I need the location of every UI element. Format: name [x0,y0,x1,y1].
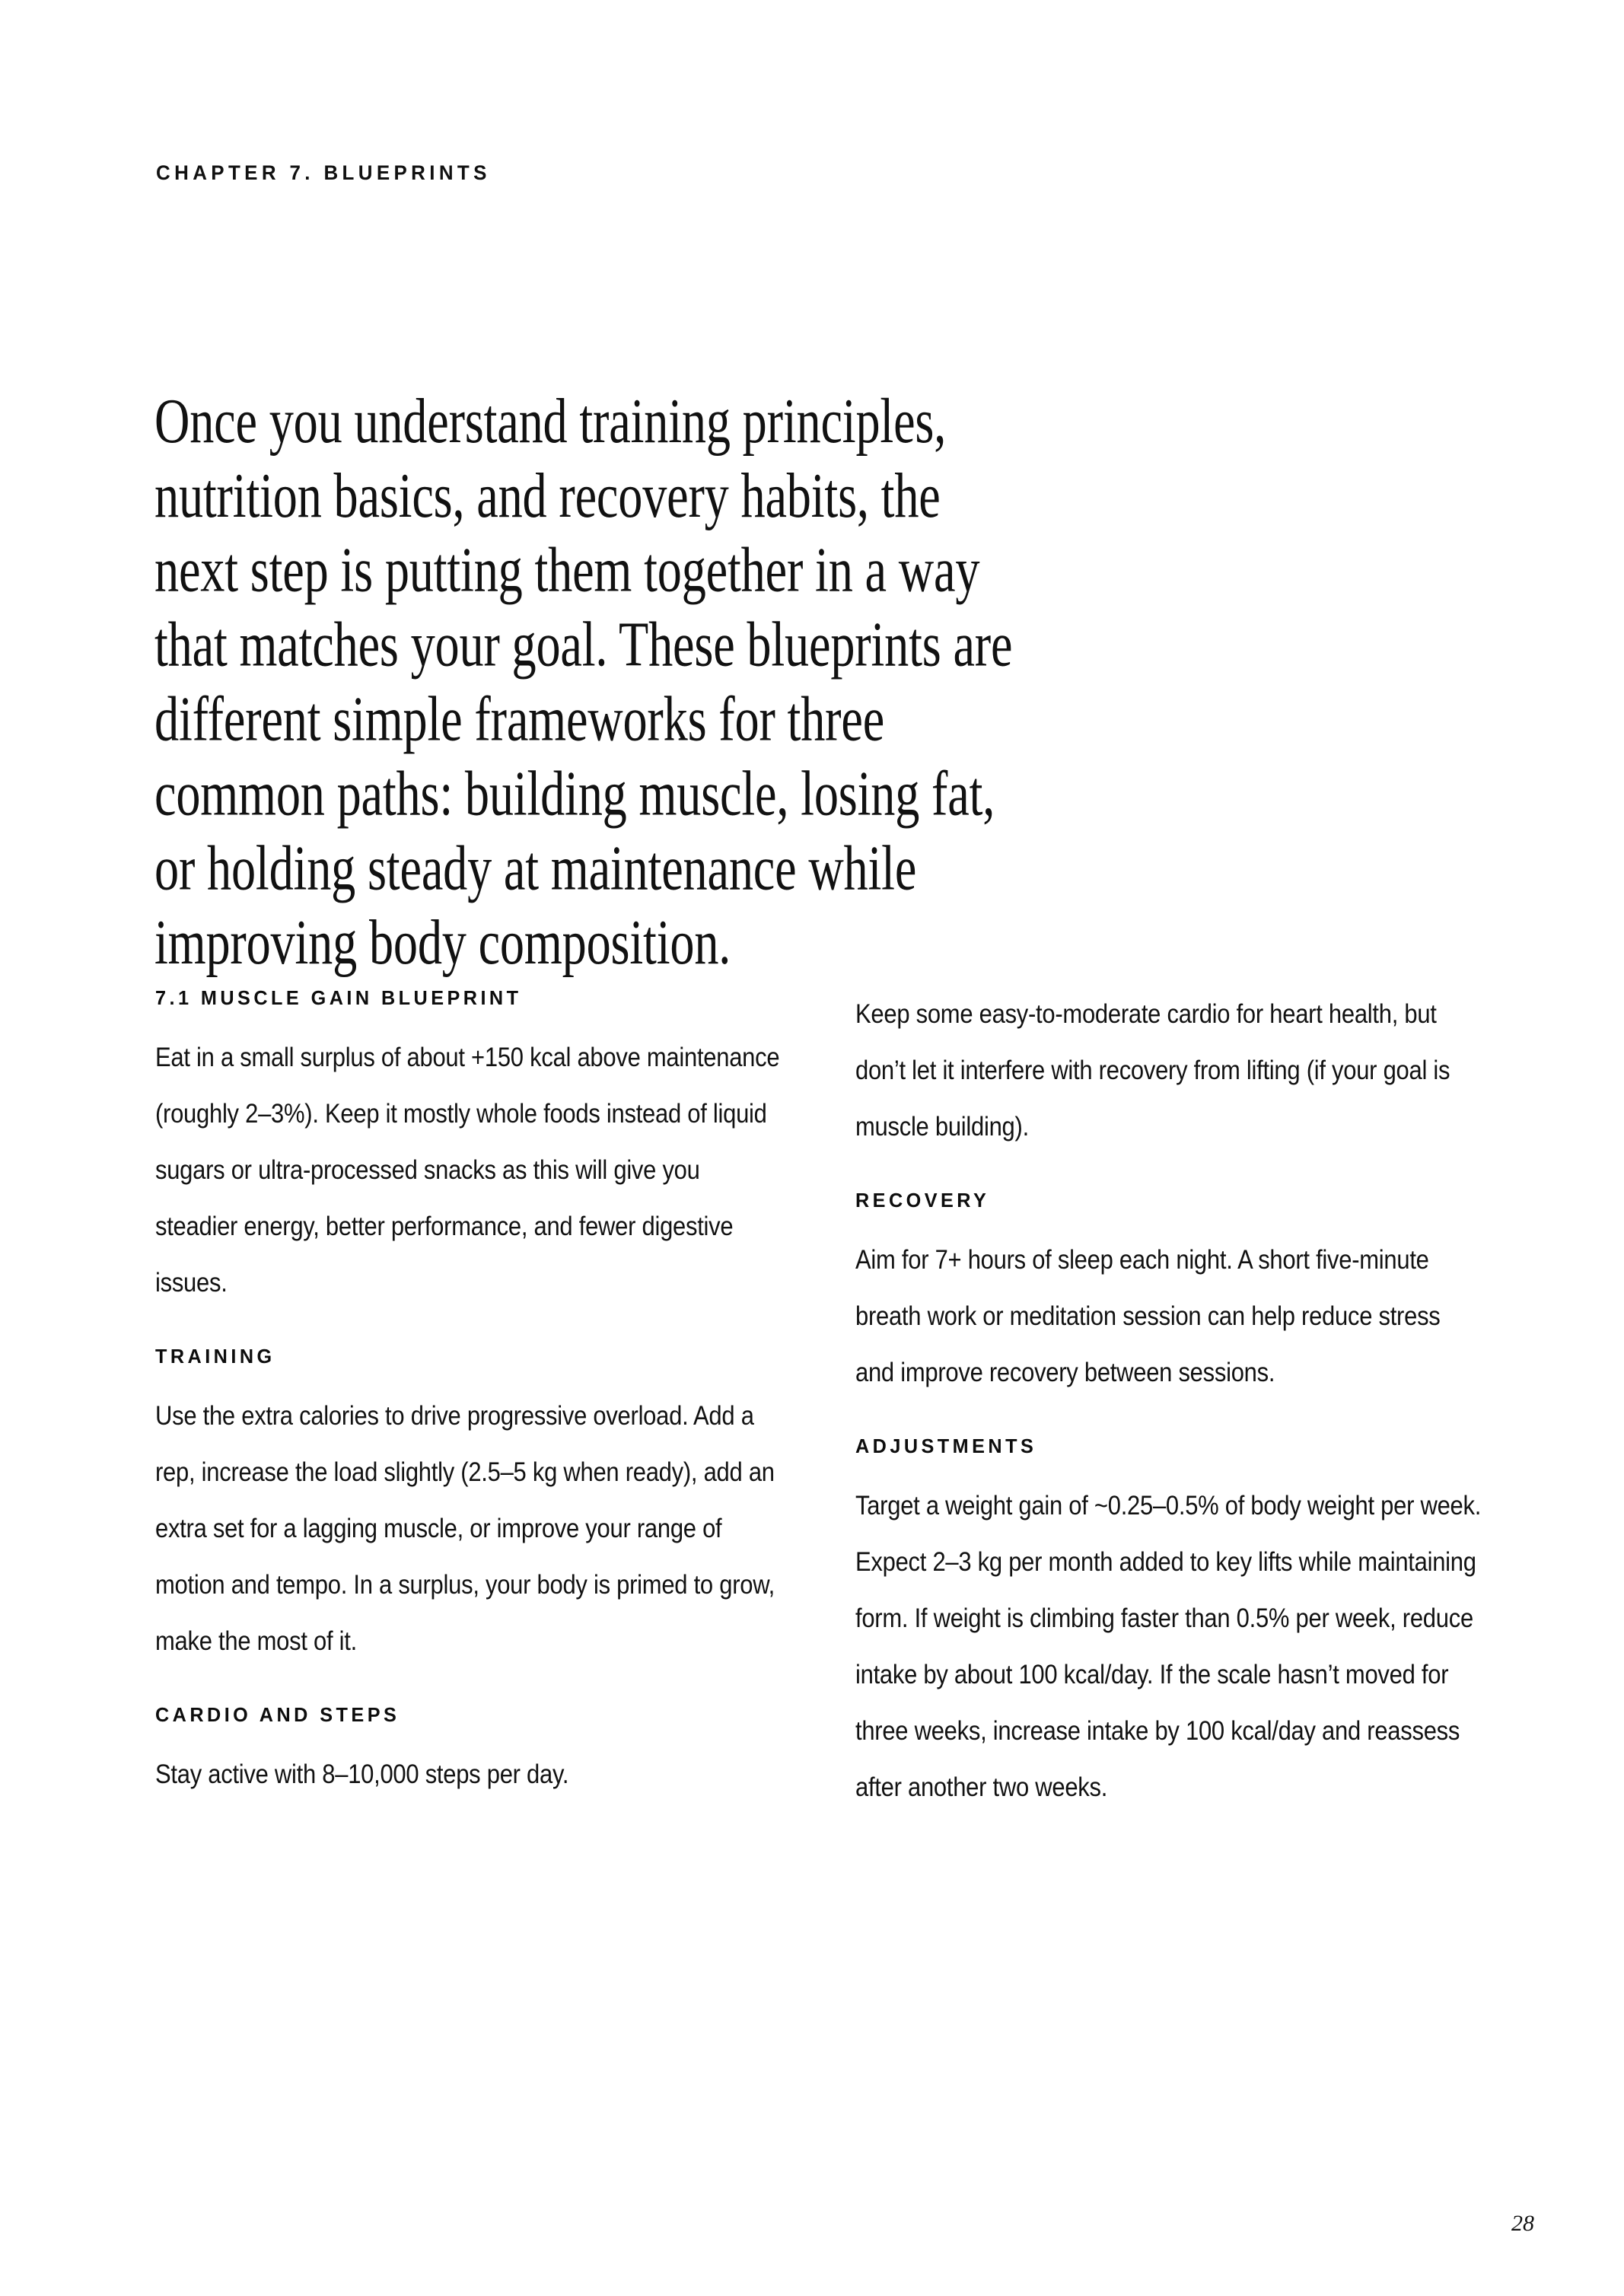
section-heading: CARDIO AND STEPS [155,1703,400,1726]
section-body: Aim for 7+ hours of sleep each night. A short five-minute breath work or meditation session can help reduce stress and improve recovery between sessions. [855,1245,1441,1387]
section-heading: 7.1 MUSCLE GAIN BLUEPRINT [155,986,522,1009]
running-head: CHAPTER 7. BLUEPRINTS [156,161,491,184]
section-block [855,1435,1487,1816]
section-block [155,1345,787,1670]
page-number: 28 [1511,2211,1534,2236]
section-body: Keep some easy-to-moderate cardio for heart health, but don’t let it interfere with recovery from lifting (if your goal is muscle building). [855,999,1450,1142]
section-block [155,986,787,1311]
section-heading: ADJUSTMENTS [855,1435,1037,1457]
section-body: Stay active with 8–10,000 steps per day. [155,1759,569,1789]
section-body: Target a weight gain of ~0.25–0.5% of body weight per week. Expect 2–3 kg per month added to key lifts while maintaining form. If weight is climbing faster than 0.5% per week, reduce intake by about 100 kcal/day. If the scale hasn’t moved for three weeks, increase intake by 100 kcal/day and reassess after another two weeks. [855,1491,1482,1802]
body-column-right [855,986,1487,1816]
section-block [855,1189,1487,1401]
body-column-left [155,986,787,1803]
section-block [855,986,1487,1155]
section-heading: RECOVERY [855,1189,990,1212]
section-body: Eat in a small surplus of about +150 kcal above maintenance (roughly 2–3%). Keep it mostly whole foods instead of liquid sugars or ultra-processed snacks as this will give you steadier energy, better performance, and fewer digestive issues. [155,1043,780,1298]
section-heading: TRAINING [155,1345,275,1368]
chapter-intro-paragraph: Once you understand training principles, nutrition basics, and recovery habits, the next step is putting them together in a way that matches your goal. These blueprints are different simple frameworks for three common paths: building muscle, losing fat, or holding steady at maintenance while improving body composition. [154,386,1025,978]
section-block [155,1703,787,1803]
section-body: Use the extra calories to drive progressive overload. Add a rep, increase the load slightly (2.5–5 kg when ready), add an extra set for a lagging muscle, or improve your range of motion and tempo. In a surplus, your body is primed to grow, make the most of it. [155,1401,775,1656]
